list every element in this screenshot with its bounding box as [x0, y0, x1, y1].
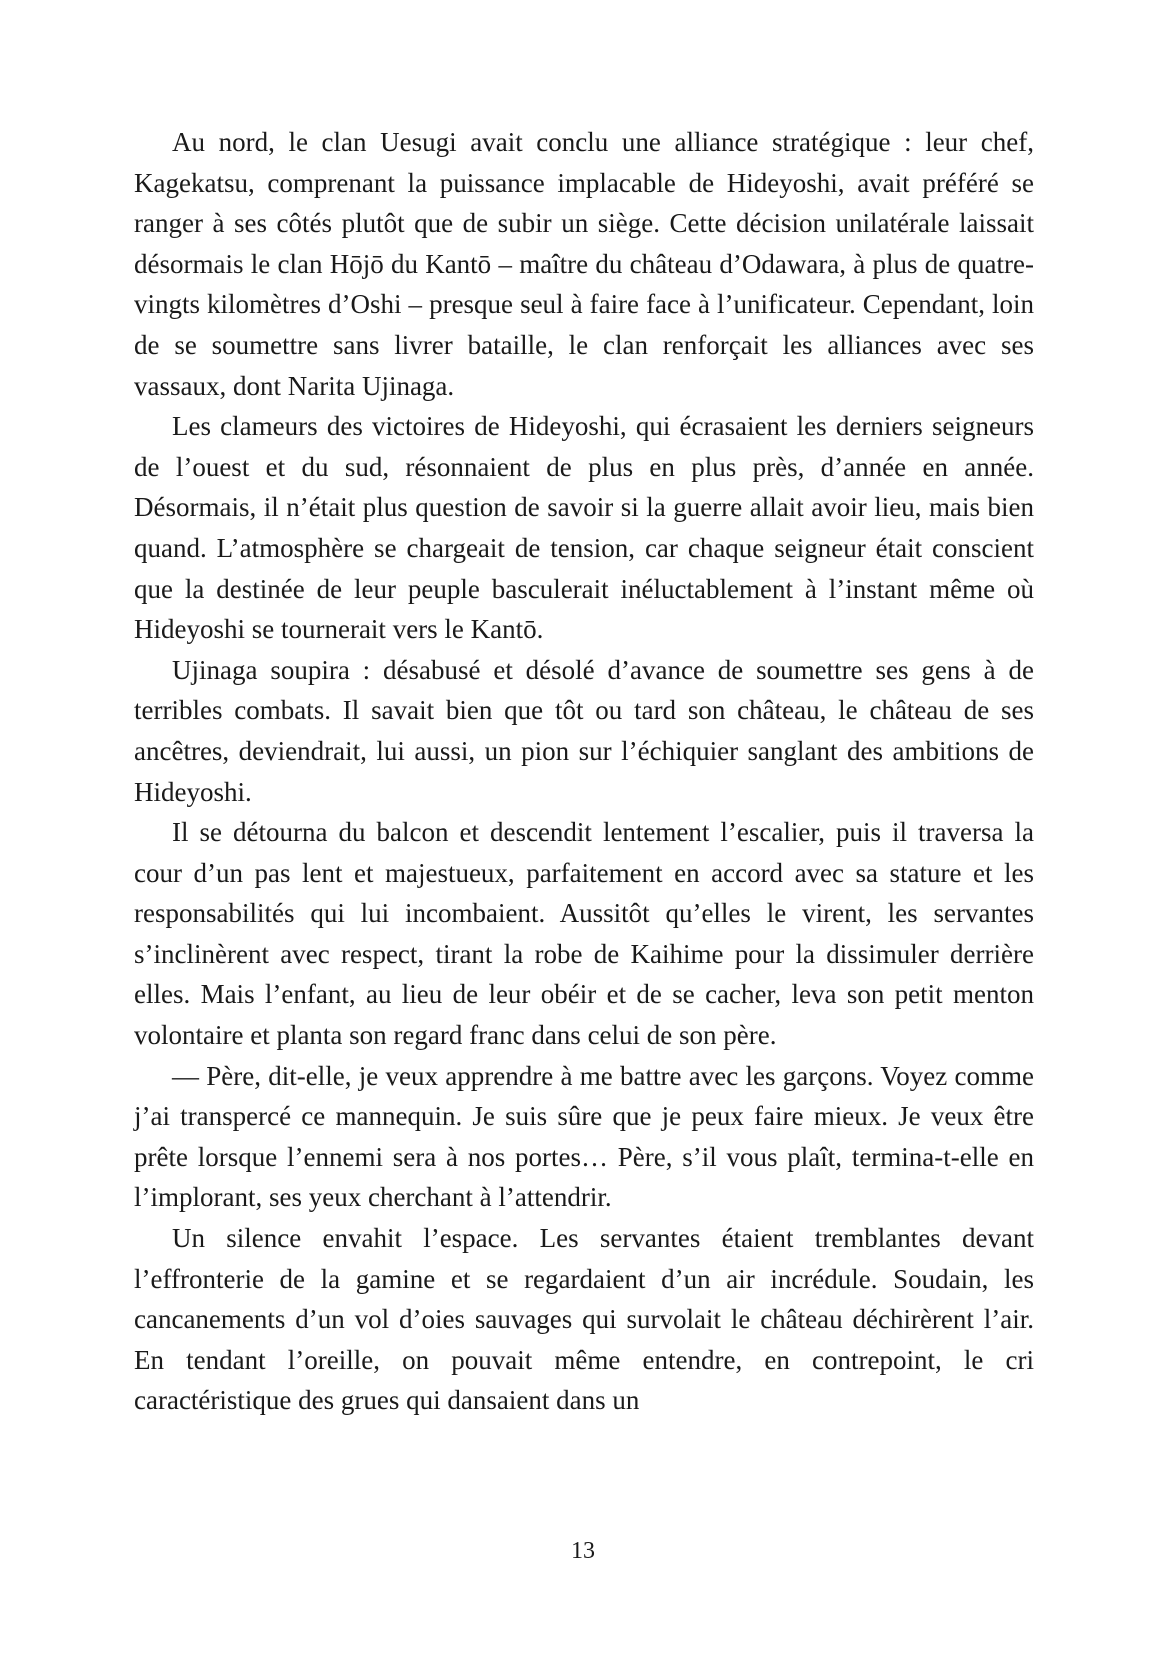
page-body [134, 122, 1034, 1421]
paragraph-6: Un silence envahit l’espace. Les servantes étaient tremblantes devant l’effronterie de la gamine et se regardaient d’un air incrédule. Soudain, les cancanements d’un vol d’oies sauvages qui survolait le château déchirèrent l’air. En tendant l’oreille, on pouvait même entendre, en contrepoint, le cri caractéristique des grues qui dansaient dans un [134, 1223, 1034, 1416]
paragraph-4: Il se détourna du balcon et descendit lentement l’escalier, puis il traversa la cour d’un pas lent et majestueux, parfaitement en accord avec sa stature et les responsabilités qui lui incombaient. Aussitôt qu’elles le virent, les servantes s’inclinèrent avec respect, tirant la robe de Kaihime pour la dissimuler derrière elles. Mais l’enfant, au lieu de leur obéir et de se cacher, leva son petit menton volontaire et planta son regard franc dans celui de son père. [134, 817, 1034, 1051]
paragraph-2: Les clameurs des victoires de Hideyoshi, qui écrasaient les derniers seigneurs de l’ouest et du sud, résonnaient de plus en plus près, d’année en année. Désormais, il n’était plus question de savoir si la guerre allait avoir lieu, mais bien quand. L’atmosphère se chargeait de tension, car chaque seigneur était conscient que la destinée de leur peuple basculerait inéluctablement à l’instant même où Hideyoshi se tournerait vers le Kantō. [134, 411, 1034, 645]
paragraph-1: Au nord, le clan Uesugi avait conclu une alliance stratégique : leur chef, Kagekatsu, comprenant la puissance implacable de Hideyoshi, avait préféré se ranger à ses côtés plutôt que de subir un siège. Cette décision unilatérale laissait désormais le clan Hōjō du Kantō – maître du château d’Odawara, à plus de quatre-vingts kilomètres d’Oshi – presque seul à faire face à l’unificateur. Cependant, loin de se soumettre sans livrer bataille, le clan renforçait les alliances avec ses vassaux, dont Narita Ujinaga. [134, 127, 1034, 401]
page-number: 13 [571, 1538, 595, 1564]
paragraph-3: Ujinaga soupira : désabusé et désolé d’avance de soumettre ses gens à de terribles combats. Il savait bien que tôt ou tard son château, le château de ses ancêtres, deviendrait, lui aussi, un pion sur l’échiquier sanglant des ambitions de Hideyoshi. [134, 654, 1034, 807]
paragraph-5-dialogue: — Père, dit-elle, je veux apprendre à me battre avec les garçons. Voyez comme j’ai transpercé ce mannequin. Je suis sûre que je peux faire mieux. Je veux être prête lorsque l’ennemi sera à nos portes… Père, s’il vous plaît, termina-t-elle en l’implorant, ses yeux cherchant à l’attendrir. [134, 1060, 1034, 1213]
